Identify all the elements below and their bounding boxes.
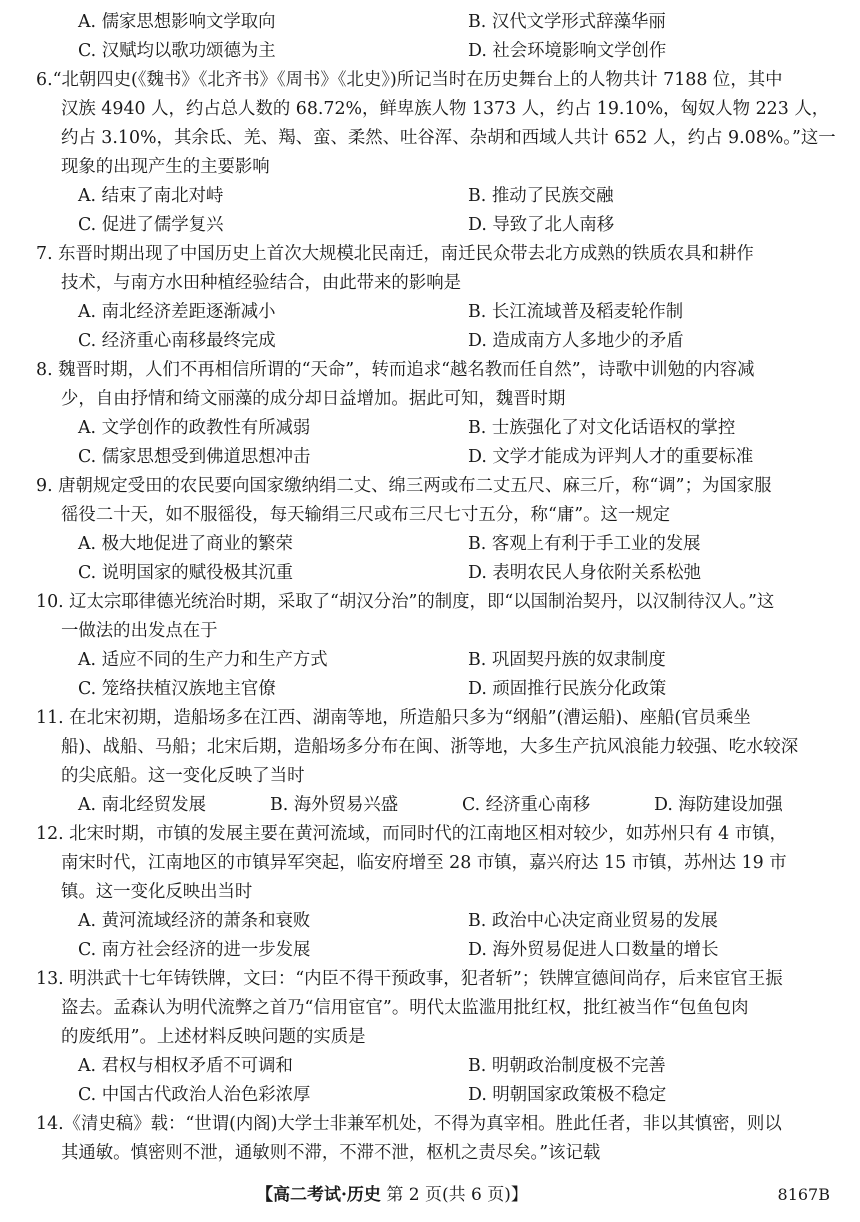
footer-code: 8167B [777,1185,830,1204]
q13-option-b: B. 明朝政治制度极不完善 [468,1056,666,1076]
q6-stem-line: 汉族 4940 人，约占总人数的 68.72%，鲜卑族人物 1373 人，约占 19.10%，匈奴人物 223 人， [61,99,830,119]
question-12 [36,820,832,965]
q6-options-row2 [36,211,832,240]
q5-option-b: B. 汉代文学形式辞藻华丽 [468,12,666,32]
q6-stem-line: 6.“北朝四史(《魏书》《北齐书》《周书》《北史》)所记当时在历史舞台上的人物共计 7188 位，其中 [36,70,783,90]
q7-stem-line: 技术，与南方水田种植经验结合，由此带来的影响是 [61,273,461,293]
question-13 [36,965,832,1110]
q12-options-row1 [36,907,832,936]
q11-option-d: D. 海防建设加强 [654,795,783,815]
q11-option-c: C. 经济重心南移 [462,795,591,815]
q13-stem-line: 盗去。孟森认为明代流弊之首乃“信用宦官”。明代太监滥用批红权，批红被当作“包鱼包肉 [61,998,749,1018]
footer-page: 第 2 页(共 6 页)】 [386,1185,528,1205]
q10-options-row2 [36,675,832,704]
q11-option-a: A. 南北经贸发展 [78,795,206,815]
q14-stem-line: 其通敏。慎密则不泄，通敏则不滞，不滞不泄，枢机之责尽矣。”该记载 [61,1143,601,1163]
q5-option-d: D. 社会环境影响文学创作 [468,41,667,61]
q8-stem-line: 少，自由抒情和绮文丽藻的成分却日益增加。据此可知，魏晋时期 [61,389,566,409]
q12-option-a: A. 黄河流域经济的萧条和衰败 [78,911,311,931]
q6-option-b: B. 推动了民族交融 [468,186,614,206]
q6-option-a: A. 结束了南北对峙 [78,186,224,206]
q11-option-b: B. 海外贸易兴盛 [270,795,399,815]
q7-option-c: C. 经济重心南移最终完成 [78,331,276,351]
q10-option-b: B. 巩固契丹族的奴隶制度 [468,650,666,670]
q12-option-b: B. 政治中心决定商业贸易的发展 [468,911,718,931]
question-11 [36,704,832,820]
q8-stem-line: 8. 魏晋时期，人们不再相信所谓的“天命”，转而追求“越名教而任自然”，诗歌中训勉的内容减 [36,360,755,380]
q13-option-d: D. 明朝国家政策极不稳定 [468,1085,667,1105]
q10-option-a: A. 适应不同的生产力和生产方式 [78,650,328,670]
q8-options-row1 [36,414,832,443]
q14-stem-line: 14.《清史稿》载：“世谓(内阁)大学士非兼军机处，不得为真宰相。胜此任者，非以其慎密，则以 [36,1114,782,1134]
question-7 [36,240,832,356]
q7-option-a: A. 南北经济差距逐渐减小 [78,302,276,322]
q11-stem-line: 船)、战船、马船；北宋后期，造船场多分布在闽、浙等地，大多生产抗风浪能力较强、吃水较深 [61,737,799,757]
q7-options-row2 [36,327,832,356]
q6-option-c: C. 促进了儒学复兴 [78,215,224,235]
q5-options-row1 [36,8,832,37]
q9-option-b: B. 客观上有利于手工业的发展 [468,534,701,554]
q10-options-row1 [36,646,832,675]
page-footer [0,1180,860,1210]
q11-options-row [36,791,832,820]
q9-options-row2 [36,559,832,588]
q8-option-a: A. 文学创作的政教性有所减弱 [78,418,311,438]
q12-options-row2 [36,936,832,965]
q10-stem-line: 10. 辽太宗耶律德光统治时期，采取了“胡汉分治”的制度，即“以国制治契丹，以汉制待汉人。”这 [36,592,775,612]
q13-option-a: A. 君权与相权矛盾不可调和 [78,1056,293,1076]
q13-stem-line: 的废纸用”。上述材料反映问题的实质是 [61,1027,366,1047]
question-8 [36,356,832,472]
q9-option-d: D. 表明农民人身依附关系松弛 [468,563,702,583]
question-14 [36,1110,832,1168]
q12-stem-line: 12. 北宋时期，市镇的发展主要在黄河流域，而同时代的江南地区相对较少，如苏州只有 4 市镇， [36,824,787,844]
q10-option-c: C. 笼络扶植汉族地主官僚 [78,679,276,699]
q7-option-b: B. 长江流域普及稻麦轮作制 [468,302,684,322]
q9-stem-line: 徭役二十天，如不服徭役，每天输绢三尺或布三尺七寸五分，称“庸”。这一规定 [61,505,671,525]
q10-option-d: D. 顽固推行民族分化政策 [468,679,667,699]
q6-stem-line: 约占 3.10%，其余氐、羌、羯、蛮、柔然、吐谷浑、杂胡和西域人共计 652 人，约占 9.08%。”这一 [61,128,836,148]
exam-page [36,8,836,1168]
q9-options-row1 [36,530,832,559]
question-9 [36,472,832,588]
footer-title: 【高二考试·历史 [256,1185,381,1205]
q12-stem-line: 南宋时代，江南地区的市镇异军突起，临安府增至 28 市镇，嘉兴府达 15 市镇，苏州达 19 市 [61,853,787,873]
q9-option-c: C. 说明国家的赋役极其沉重 [78,563,294,583]
q7-options-row1 [36,298,832,327]
question-6 [36,66,836,240]
question-10 [36,588,832,704]
q6-stem-line: 现象的出现产生的主要影响 [61,157,270,177]
q5-option-a: A. 儒家思想影响文学取向 [78,12,276,32]
q8-option-d: D. 文学才能成为评判人才的重要标准 [468,447,754,467]
q8-options-row2 [36,443,832,472]
q7-option-d: D. 造成南方人多地少的矛盾 [468,331,684,351]
q13-option-c: C. 中国古代政治人治色彩浓厚 [78,1085,311,1105]
q8-option-c: C. 儒家思想受到佛道思想冲击 [78,447,311,467]
q13-stem-line: 13. 明洪武十七年铸铁牌，文曰：“内臣不得干预政事，犯者斩”；铁牌宣德间尚存，后来宦官王振 [36,969,783,989]
q6-options-row1 [36,182,832,211]
q8-option-b: B. 士族强化了对文化话语权的掌控 [468,418,736,438]
q6-option-d: D. 导致了北人南移 [468,215,615,235]
q11-stem-line: 11. 在北宋初期，造船场多在江西、湖南等地，所造船只多为“纲船”(漕运船)、座船(官员乘坐 [36,708,751,728]
q9-stem-line: 9. 唐朝规定受田的农民要向国家缴纳绢二丈、绵三两或布二丈五尺、麻三斤，称“调”；为国家服 [36,476,772,496]
q10-stem-line: 一做法的出发点在于 [61,621,218,641]
q11-stem-line: 的尖底船。这一变化反映了当时 [61,766,305,786]
q5-option-c: C. 汉赋均以歌功颂德为主 [78,41,276,61]
q9-option-a: A. 极大地促进了商业的繁荣 [78,534,293,554]
q12-option-c: C. 南方社会经济的进一步发展 [78,940,311,960]
q5-options-row2 [36,37,832,66]
q12-option-d: D. 海外贸易促进人口数量的增长 [468,940,719,960]
q12-stem-line: 镇。这一变化反映出当时 [61,882,253,902]
q13-options-row1 [36,1052,832,1081]
footer-center [256,1180,528,1210]
q13-options-row2 [36,1081,832,1110]
q7-stem-line: 7. 东晋时期出现了中国历史上首次大规模北民南迁，南迁民众带去北方成熟的铁质农具和耕作 [36,244,754,264]
